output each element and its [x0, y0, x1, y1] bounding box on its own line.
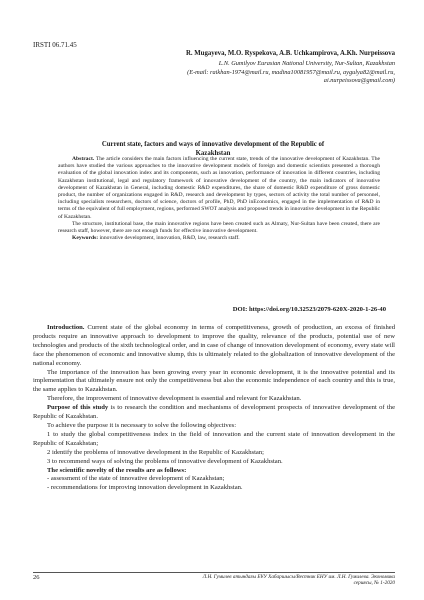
footer-divider [33, 572, 395, 573]
abstract [58, 153, 380, 242]
authors: R. Mugayeva, M.O. Ryspekova, A.B. Uchkampirova, A.Kh. Nurpeissova [185, 50, 395, 57]
abstract-label: Abstract. [72, 156, 95, 162]
affiliation-block [40, 60, 395, 86]
abstract-paragraph-2: The structure, institutional base, the main innovative regions have been created such as Almaty, Nur-Sultan have been created, there are research staff, however, there are not enough funds for effective innovative development. [58, 220, 380, 235]
keywords-text: innovative development, innovation, R&D, law, research staff. [98, 235, 240, 242]
title-line-1: Current state, factors and ways of innovative development of the Republic of [101, 141, 325, 148]
novelty-1: - assessment of the state of innovative development of Kazakhstan; [47, 475, 225, 483]
intro-paragraph [33, 324, 395, 369]
paragraph-5: To achieve the purpose it is necessary to solve the following objectives: [47, 421, 237, 429]
purpose-label: Purpose of this study [47, 404, 109, 412]
purpose-paragraph [33, 404, 395, 422]
irsti-code: IRSTI 06.71.45 [33, 41, 77, 49]
abstract-paragraph-1 [58, 156, 380, 221]
keywords [58, 235, 380, 242]
purpose-text: is to research the condition and mechanisms of development prospects of innovative development of the Republic of Kazakhstan. [33, 404, 395, 421]
intro-label: Introduction. [47, 324, 85, 331]
doi-link[interactable]: DOI: https://doi.org/10.32523/2079-620X-2020-1-26-40 [232, 306, 386, 313]
objective-2: 2 identify the problems of innovative development in the Republic of Kazakhstan; [47, 448, 264, 456]
novelty-heading: The scientific novelty of the results are as follows: [47, 466, 187, 474]
novelty-2: - recommendations for improving innovation development in Kazakhstan. [47, 484, 243, 492]
article-body [33, 324, 395, 493]
title-line-2: Kazakhstan [195, 150, 231, 157]
page-number: 26 [33, 574, 40, 581]
emails-line-1: (E-mail: raikhan-1974@mail.ru, madina10081957@mail.ru, aygulya82@mail.ru, [187, 68, 395, 76]
intro-text: Current state of the global economy in terms of competitiveness, growth of production, an excess of finished products require an innovative approach to development to improve the quality, relevance of the products, potential use of new technologies and products of the sixth technological order, and in case of change of innovation development of economy, every state will face the phenomenon of economic and innovative slump, this is ultimately related to the globalization of innovative development of the national economy. [33, 324, 395, 367]
emails-line-2: ai.nurpeissova@gmail.com) [323, 77, 395, 84]
journal-footer: Л.Н. Гумилев атындағы ЕҰУ Хабаршысы/Вестник ЕНУ им. Л.Н. Гумилева. Экономика сериясы, № 1-2020 [202, 574, 395, 586]
abstract-text-1: The article considers the main factors influencing the current state, trends of the innovative development of Kazakhstan. The authors have studied the various approaches to the innovative development models of foreign and domestic scientists presented a thorough evaluation of the global innovation index and its components, such as innovation, performance of innovation in different countries, including Kazakhstan institutional, legal and regulatory framework of innovative development of the country, the main indicators of innovative development of Kazakhstan in General, including domestic R&D expenditures, the share of domestic R&D expenditure of gross domestic product, the number of organizations engaged in R&D, research and development by types, sectors of activity the total number of personnel, including specialists researchers, doctors of science, doctors of profile, PhD, PhD inEconomics, engaged in the implementation of R&D in terms of the equivalent of full employment, regions, performed SWOT analysis and proposed trends in innovative development in the Republic of Kazakhstan. [58, 156, 380, 220]
objective-1: 1 to study the global competitiveness index in the field of innovation and the current state of innovation development in the Republic of Kazakhstan; [33, 430, 395, 447]
objective-3: 3 to recommend ways of solving the problems of innovative development of Kazakhstan. [47, 457, 283, 465]
affiliation: L.N. Gumilyov Eurasian National University, Nur-Sultan, Kazakhstan [218, 60, 395, 67]
paragraph-2: The importance of the innovation has been growing every year in economic development, it is the innovative potential and its implementation that ultimately ensure not only the competitiveness but also the economic independence of each country and this is true, the same applies to Kazakhstan. [33, 368, 395, 394]
paragraph-3: Therefore, the improvement of innovative development is essential and relevant for Kazakhstan. [47, 395, 302, 403]
keywords-label: Keywords: [72, 235, 99, 242]
